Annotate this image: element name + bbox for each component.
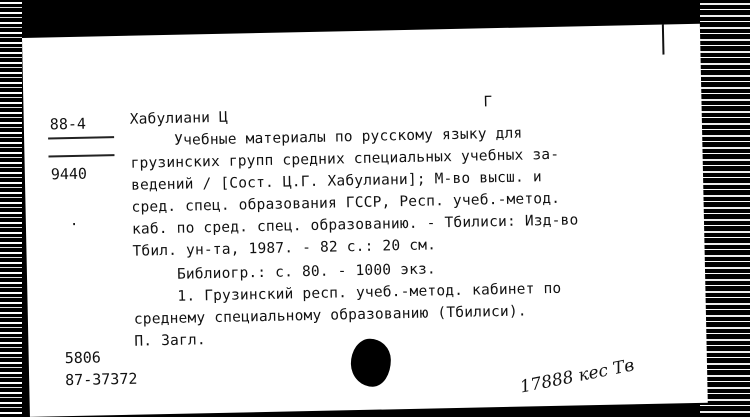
- call-number-rule-2: [48, 154, 114, 157]
- body-line-8: 1. Грузинский респ. учеб.-метод. кабинет по: [177, 280, 562, 305]
- author-heading: Хабулиани Ц: [129, 109, 229, 128]
- card-number: 87-37372: [64, 369, 138, 390]
- scan-border-right: [700, 0, 750, 417]
- ink-blot: [350, 338, 391, 387]
- body-line-5: каб. по сред. спец. образованию. - Тбилиси: Изд-во: [131, 212, 579, 238]
- catalog-card: [22, 24, 708, 417]
- body-line-4: сред. спец. образования ГССР, Респ. учеб.-метод.: [131, 190, 561, 216]
- body-line-9: среднему специальному образованию (Тбилиси).: [133, 303, 527, 328]
- stray-mark: ·: [69, 216, 79, 234]
- card-edge-mark: [662, 25, 665, 55]
- call-number-bottom: 5806: [64, 348, 102, 368]
- call-number-top: 88-4: [49, 114, 87, 134]
- body-line-7: Библиогр.: с. 80. - 1000 экз.: [176, 261, 437, 283]
- scan-border-left: [0, 0, 22, 417]
- body-line-10: П. Загл.: [134, 332, 206, 350]
- call-number-mid: 9440: [50, 164, 88, 184]
- filing-letter: Г: [483, 94, 493, 111]
- body-line-1: Учебные материалы по русскому языку для: [174, 125, 523, 149]
- body-line-6: Тбил. ун-та, 1987. - 82 с.: 20 см.: [132, 237, 437, 260]
- body-line-2: грузинских групп средних специальных учебных за-: [130, 146, 560, 172]
- handwritten-note: 17888 кес Тв: [518, 355, 636, 398]
- body-line-3: ведений / [Сост. Ц.Г. Хабулиани]; М-во высш. и: [130, 169, 542, 194]
- call-number-rule-1: [48, 136, 114, 139]
